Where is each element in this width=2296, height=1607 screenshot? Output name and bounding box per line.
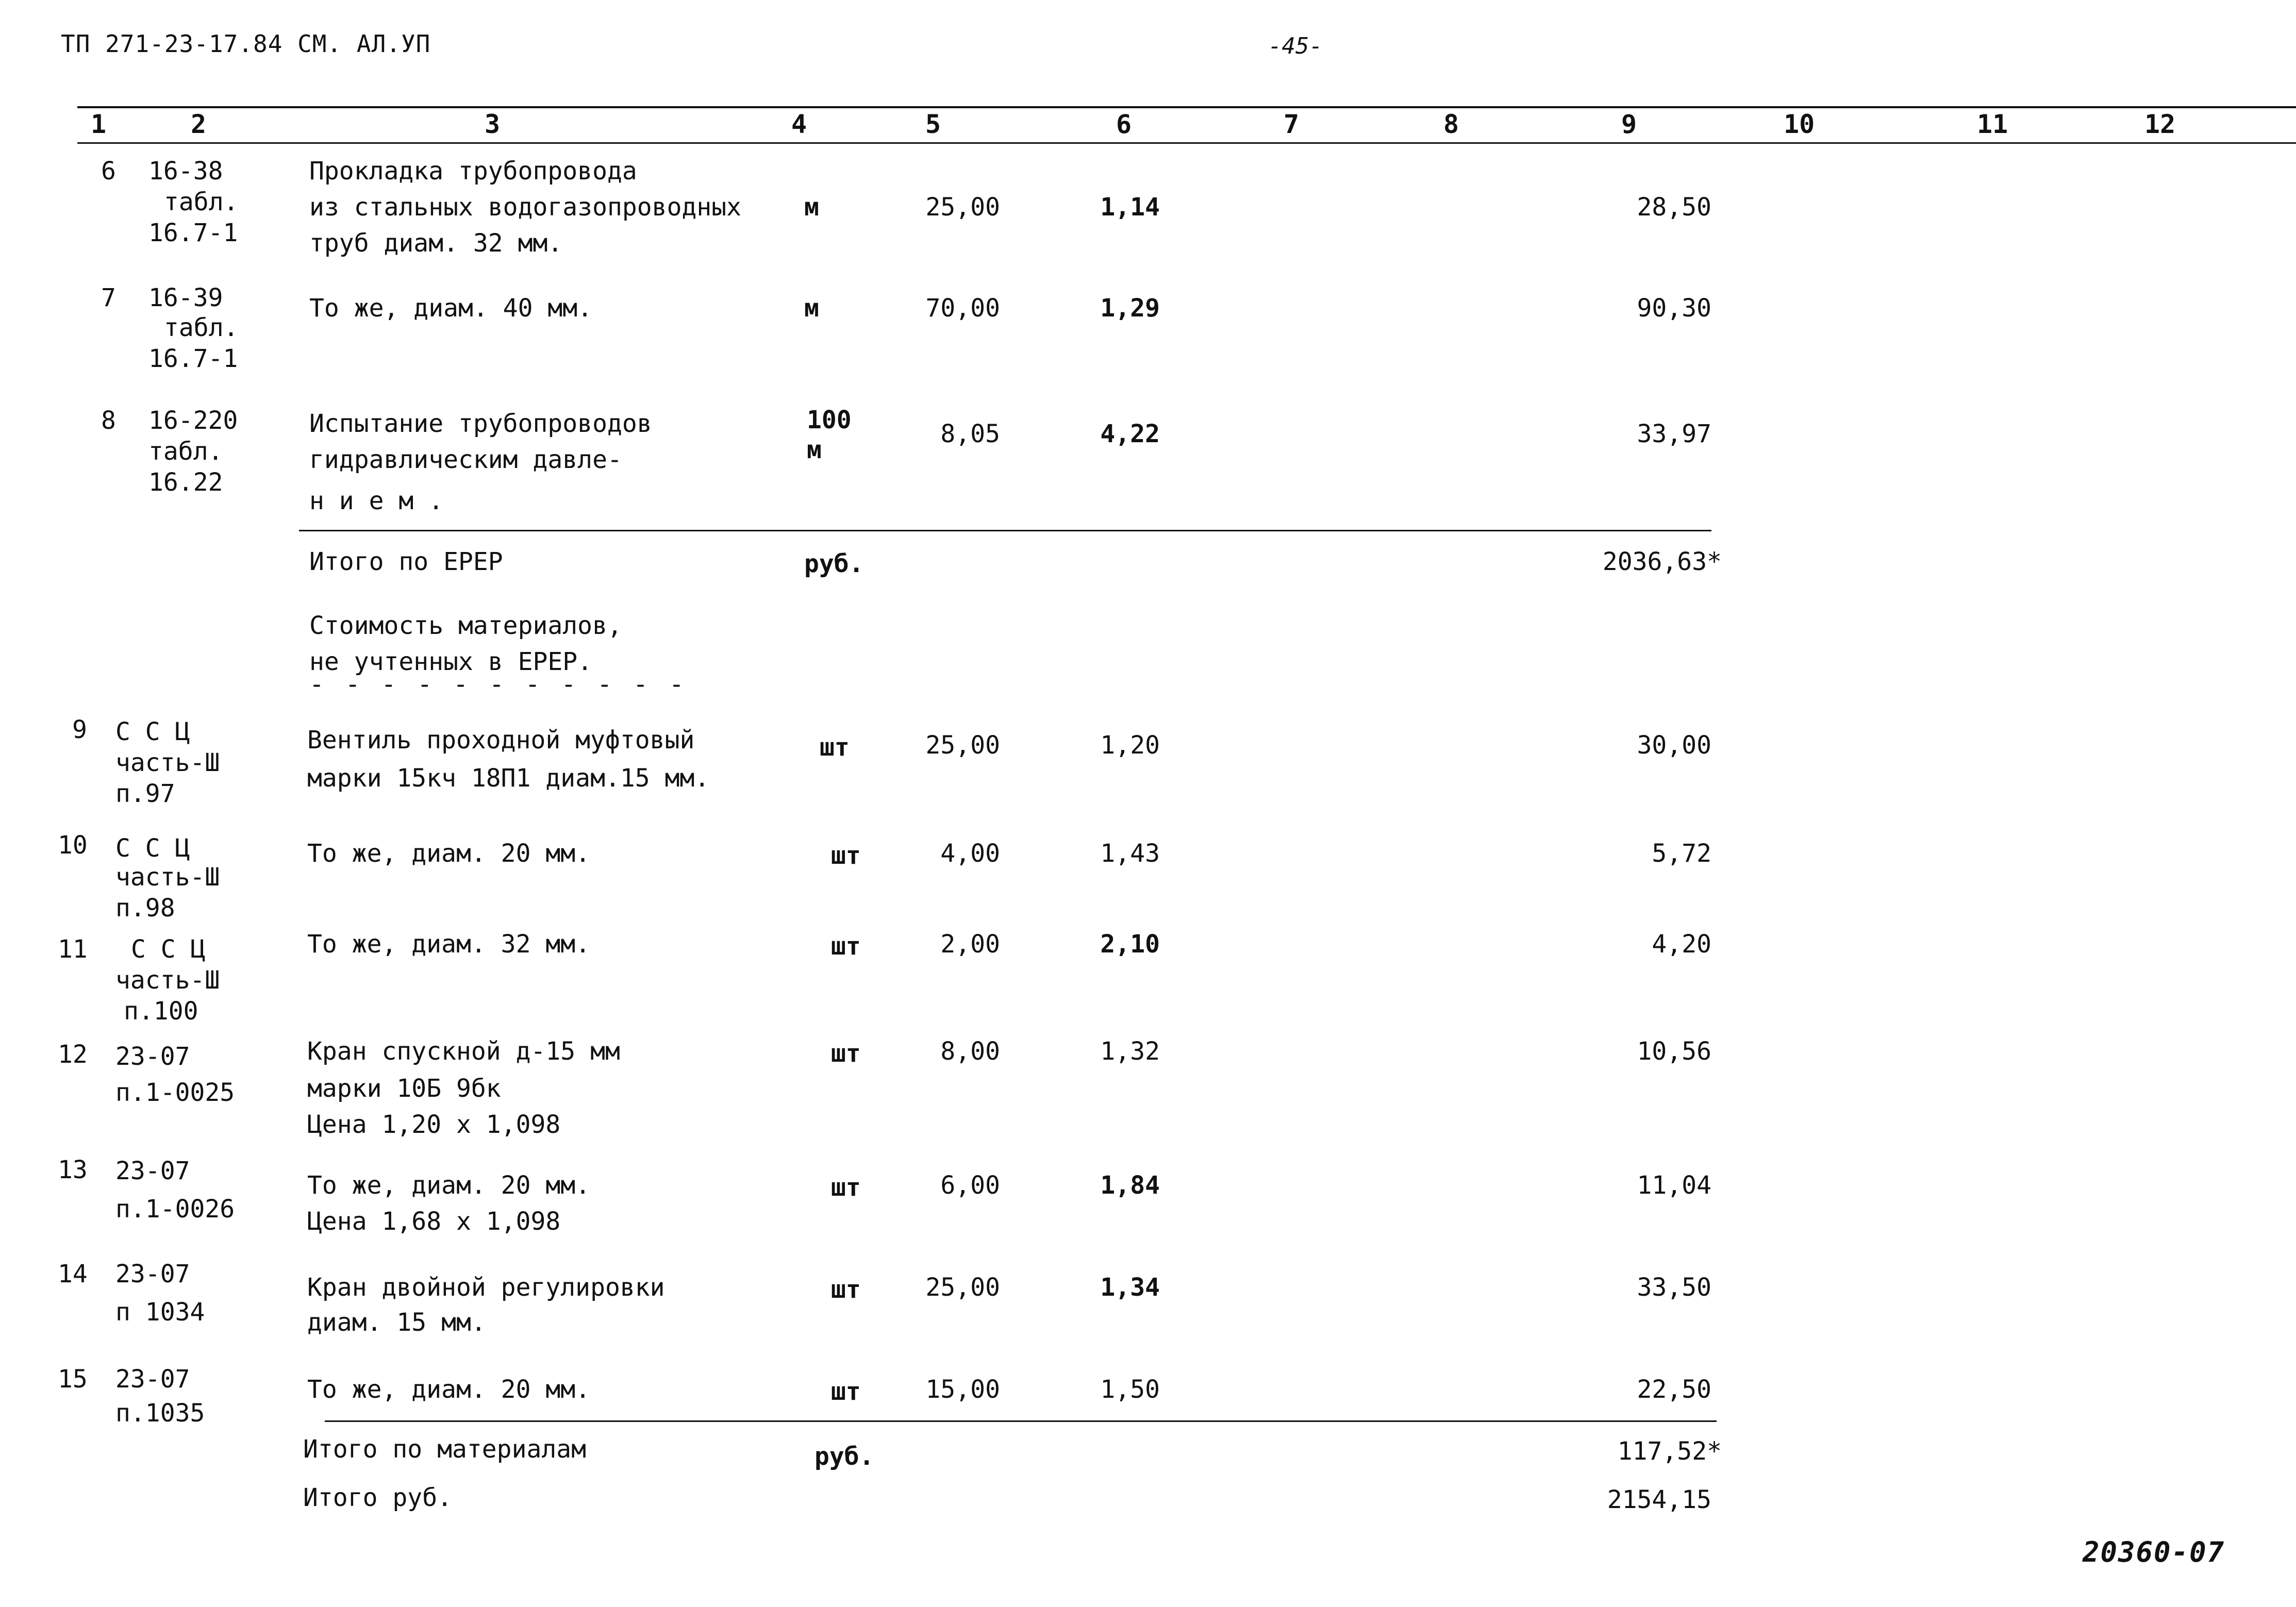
row-total: 22,50 bbox=[1637, 1375, 1711, 1404]
row-unit-price: 1,14 bbox=[1100, 193, 1160, 222]
column-number-2: 2 bbox=[191, 109, 207, 139]
row-description-line: То же, диам. 40 мм. bbox=[309, 294, 593, 323]
column-number-4: 4 bbox=[791, 109, 807, 139]
row-code-line: 16-38 bbox=[148, 157, 223, 186]
row-description-line: Прокладка трубопровода bbox=[309, 157, 637, 186]
row-description-line: диам. 15 мм. bbox=[307, 1308, 486, 1337]
row-code-line: 16.7-1 bbox=[148, 219, 238, 247]
row-description-line: гидравлическим давле- bbox=[309, 445, 622, 474]
row-quantity: 6,00 bbox=[940, 1171, 1000, 1200]
row-code-line: п.1-0026 bbox=[115, 1195, 235, 1224]
row-description-line: Кран двойной регулировки bbox=[307, 1273, 665, 1302]
row-quantity: 8,05 bbox=[940, 420, 1000, 448]
row-total: 4,20 bbox=[1652, 930, 1711, 959]
row-code-line: 23-07 bbox=[115, 1042, 190, 1071]
row-description-line: из стальных водогазопроводных bbox=[309, 193, 742, 222]
row-quantity: 2,00 bbox=[940, 930, 1000, 959]
row-number: 8 bbox=[101, 406, 116, 435]
row-quantity: 8,00 bbox=[940, 1037, 1000, 1066]
row-unit: 100 м bbox=[807, 406, 852, 464]
row-code-line: п 1034 bbox=[115, 1298, 205, 1327]
column-number-5: 5 bbox=[925, 109, 941, 139]
row-code-line: 23-07 bbox=[115, 1260, 190, 1288]
row-unit-price: 4,22 bbox=[1100, 420, 1160, 448]
column-number-9: 9 bbox=[1621, 109, 1637, 139]
table-top-rule bbox=[77, 106, 2296, 108]
row-code-line: часть-Ш bbox=[115, 966, 220, 995]
row-description-line: То же, диам. 32 мм. bbox=[307, 930, 591, 959]
row-quantity: 15,00 bbox=[925, 1375, 1000, 1404]
row-unit-price: 1,34 bbox=[1100, 1273, 1160, 1302]
subtotal-rule bbox=[299, 530, 1711, 531]
row-total: 33,50 bbox=[1637, 1273, 1711, 1302]
row-unit-price: 2,10 bbox=[1100, 930, 1160, 959]
column-number-3: 3 bbox=[485, 109, 501, 139]
row-number: 6 bbox=[101, 157, 116, 186]
row-total: 33,97 bbox=[1637, 420, 1711, 448]
column-number-1: 1 bbox=[91, 109, 107, 139]
subtotal-materials-total: 117,52* bbox=[1617, 1437, 1722, 1466]
column-number-8: 8 bbox=[1443, 109, 1459, 139]
row-description-line: Кран спускной д-15 мм bbox=[307, 1037, 620, 1066]
row-quantity: 25,00 bbox=[925, 1273, 1000, 1302]
subtotal-materials-unit: руб. bbox=[814, 1442, 874, 1471]
row-description-line: То же, диам. 20 мм. bbox=[307, 1171, 591, 1200]
row-code-line: часть-Ш bbox=[115, 748, 220, 777]
row-unit-price: 1,20 bbox=[1100, 731, 1160, 760]
subtotal-materials-label: Итого по материалам bbox=[303, 1435, 587, 1464]
row-number: 12 bbox=[58, 1040, 88, 1069]
row-unit: шт bbox=[831, 1039, 861, 1068]
row-number: 9 bbox=[72, 715, 87, 744]
row-code-line: п.97 bbox=[115, 779, 175, 808]
row-description-line: То же, диам. 20 мм. bbox=[307, 1375, 591, 1404]
row-code-line: табл. bbox=[164, 313, 239, 342]
row-description-line: То же, диам. 20 мм. bbox=[307, 839, 591, 868]
row-unit: шт bbox=[831, 932, 861, 961]
row-total: 10,56 bbox=[1637, 1037, 1711, 1066]
row-code-line: 23-07 bbox=[115, 1157, 190, 1185]
grand-total-label: Итого руб. bbox=[303, 1483, 452, 1512]
row-quantity: 70,00 bbox=[925, 294, 1000, 323]
row-total: 5,72 bbox=[1652, 839, 1711, 868]
row-code-line: п.100 bbox=[124, 997, 198, 1026]
page-number: -45- bbox=[1268, 33, 1323, 59]
row-unit-price: 1,50 bbox=[1100, 1375, 1160, 1404]
row-unit-price: 1,84 bbox=[1100, 1171, 1160, 1200]
materials-heading-line: не учтенных в ЕРЕР. bbox=[309, 647, 593, 676]
column-number-10: 10 bbox=[1784, 109, 1815, 139]
subtotal-erer-unit: руб. bbox=[804, 549, 864, 578]
row-description-line: марки 15кч 18П1 диам.15 мм. bbox=[307, 764, 710, 793]
row-code-line: С С Ц bbox=[115, 717, 190, 746]
row-code-line: 16.22 bbox=[148, 468, 223, 497]
row-code-line: 16-39 bbox=[148, 283, 223, 312]
row-number: 14 bbox=[58, 1260, 88, 1288]
table-header-rule bbox=[77, 142, 2296, 144]
row-quantity: 4,00 bbox=[940, 839, 1000, 868]
row-unit: шт bbox=[831, 1173, 861, 1202]
row-unit-price: 1,29 bbox=[1100, 294, 1160, 323]
column-number-12: 12 bbox=[2144, 109, 2176, 139]
subtotal-erer-total: 2036,63* bbox=[1602, 547, 1722, 576]
row-code-line: С С Ц bbox=[131, 935, 206, 964]
row-unit: шт bbox=[831, 1377, 861, 1406]
row-code-line: табл. bbox=[148, 437, 223, 466]
materials-heading-underline: - - - - - - - - - - - bbox=[309, 670, 687, 699]
row-unit: шт bbox=[831, 841, 861, 870]
row-number: 11 bbox=[58, 935, 88, 964]
row-description-line: Цена 1,68 х 1,098 bbox=[307, 1207, 561, 1236]
row-total: 28,50 bbox=[1637, 193, 1711, 222]
row-code-line: С С Ц bbox=[115, 834, 190, 863]
row-total: 90,30 bbox=[1637, 294, 1711, 323]
archive-stamp: 20360-07 bbox=[2083, 1536, 2225, 1568]
row-quantity: 25,00 bbox=[925, 193, 1000, 222]
row-code-line: 16.7-1 bbox=[148, 344, 238, 373]
row-description-line: Испытание трубопроводов bbox=[309, 409, 652, 438]
row-total: 30,00 bbox=[1637, 731, 1711, 760]
row-description-line: Цена 1,20 х 1,098 bbox=[307, 1110, 561, 1139]
row-number: 13 bbox=[58, 1156, 88, 1184]
row-code-line: табл. bbox=[164, 188, 239, 216]
row-code-line: 23-07 bbox=[115, 1365, 190, 1394]
row-description-line: н и е м . bbox=[309, 487, 444, 515]
row-unit: шт bbox=[820, 733, 850, 762]
row-quantity: 25,00 bbox=[925, 731, 1000, 760]
row-total: 11,04 bbox=[1637, 1171, 1711, 1200]
subtotal-erer-label: Итого по ЕРЕР bbox=[309, 547, 503, 576]
row-code-line: часть-Ш bbox=[115, 863, 220, 892]
row-unit-price: 1,43 bbox=[1100, 839, 1160, 868]
row-unit: м bbox=[804, 294, 819, 323]
row-number: 15 bbox=[58, 1365, 88, 1394]
row-number: 10 bbox=[58, 831, 88, 860]
column-number-11: 11 bbox=[1977, 109, 2008, 139]
row-code-line: п.1035 bbox=[115, 1399, 205, 1428]
row-unit: шт bbox=[831, 1275, 861, 1304]
materials-total-rule bbox=[325, 1420, 1717, 1422]
column-number-6: 6 bbox=[1116, 109, 1132, 139]
column-number-7: 7 bbox=[1284, 109, 1300, 139]
grand-total-value: 2154,15 bbox=[1607, 1485, 1711, 1514]
row-code-line: п.1-0025 bbox=[115, 1078, 235, 1107]
row-unit: м bbox=[804, 193, 819, 222]
document-reference: ТП 271-23-17.84 СМ. АЛ.УП bbox=[61, 30, 431, 58]
row-number: 7 bbox=[101, 283, 116, 312]
row-description-line: труб диам. 32 мм. bbox=[309, 229, 563, 258]
row-unit-price: 1,32 bbox=[1100, 1037, 1160, 1066]
row-description-line: марки 10Б 9бк bbox=[307, 1074, 501, 1103]
row-description-line: Вентиль проходной муфтовый bbox=[307, 726, 695, 755]
row-code-line: п.98 bbox=[115, 894, 175, 923]
row-code-line: 16-220 bbox=[148, 406, 238, 435]
materials-heading-line: Стоимость материалов, bbox=[309, 611, 622, 640]
